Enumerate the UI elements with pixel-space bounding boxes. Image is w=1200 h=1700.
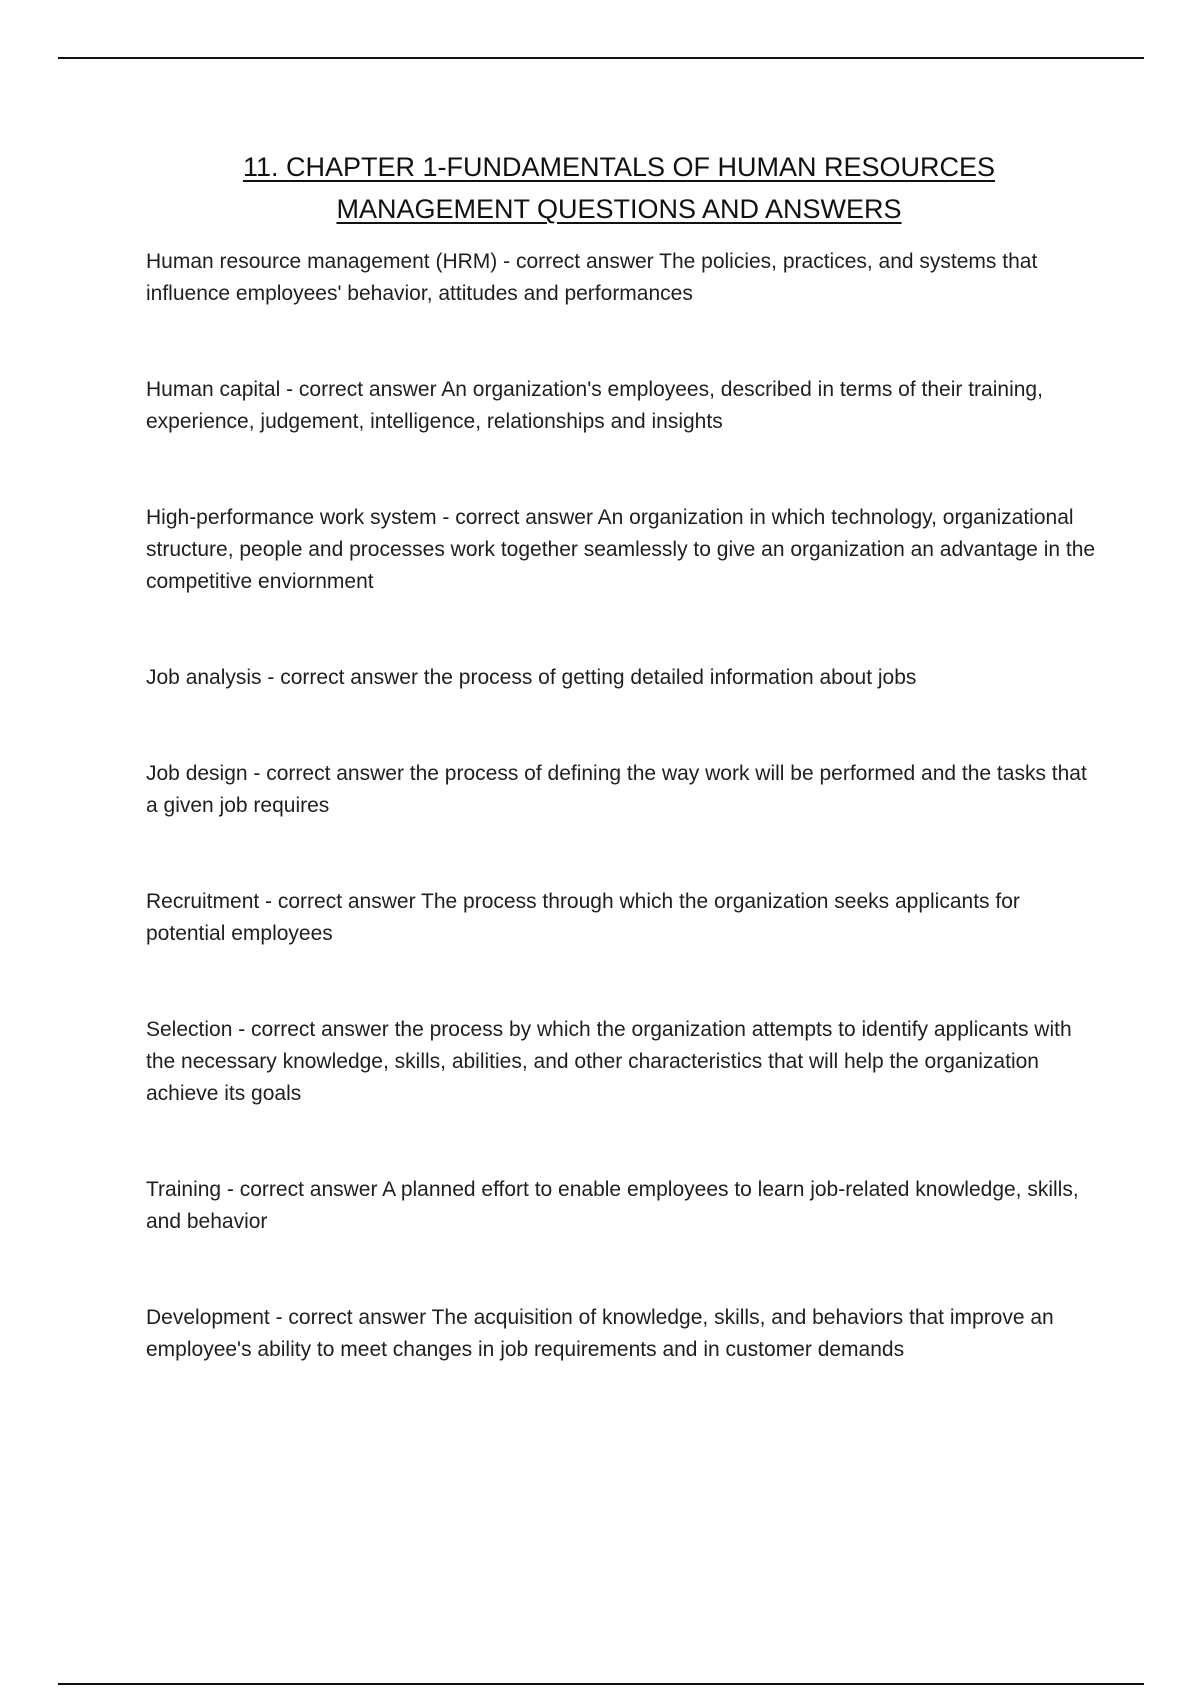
qa-entry-hrm: Human resource management (HRM) - correct answer The policies, practices, and systems that influence employees' behavior, attitudes and performances bbox=[146, 250, 1038, 305]
qa-entry-job-design: Job design - correct answer the process of defining the way work will be performed and the tasks that a given job requires bbox=[146, 762, 1087, 817]
header-rule bbox=[58, 57, 1144, 59]
qa-entry-selection: Selection - correct answer the process by which the organization attempts to identify applicants with the necessary knowledge, skills, abilities, and other characteristics that will help the organization achieve its goals bbox=[146, 1018, 1072, 1105]
qa-entry-training: Training - correct answer A planned effort to enable employees to learn job-related knowledge, skills, and behavior bbox=[146, 1178, 1079, 1233]
document-title-line-1: 11. CHAPTER 1-FUNDAMENTALS OF HUMAN RESOURCES bbox=[242, 152, 996, 182]
document-title bbox=[146, 146, 1092, 230]
qa-entry-development: Development - correct answer The acquisition of knowledge, skills, and behaviors that improve an employee's ability to meet changes in job requirements and in customer demands bbox=[146, 1306, 1054, 1361]
document-title-line-2: MANAGEMENT QUESTIONS AND ANSWERS bbox=[336, 194, 902, 224]
qa-entry-high-performance-work-system: High-performance work system - correct answer An organization in which technology, organizational structure, people and processes work together seamlessly to give an organization an advantage in the competitive enviornment bbox=[146, 506, 1096, 593]
qa-entry-human-capital: Human capital - correct answer An organization's employees, described in terms of their training, experience, judgement, intelligence, relationships and insights bbox=[146, 378, 1043, 433]
qa-entry-job-analysis: Job analysis - correct answer the process of getting detailed information about jobs bbox=[146, 666, 917, 689]
footer-rule bbox=[58, 1683, 1144, 1685]
qa-entry-list bbox=[146, 246, 1096, 1430]
qa-entry-recruitment: Recruitment - correct answer The process through which the organization seeks applicants for potential employees bbox=[146, 890, 1020, 945]
